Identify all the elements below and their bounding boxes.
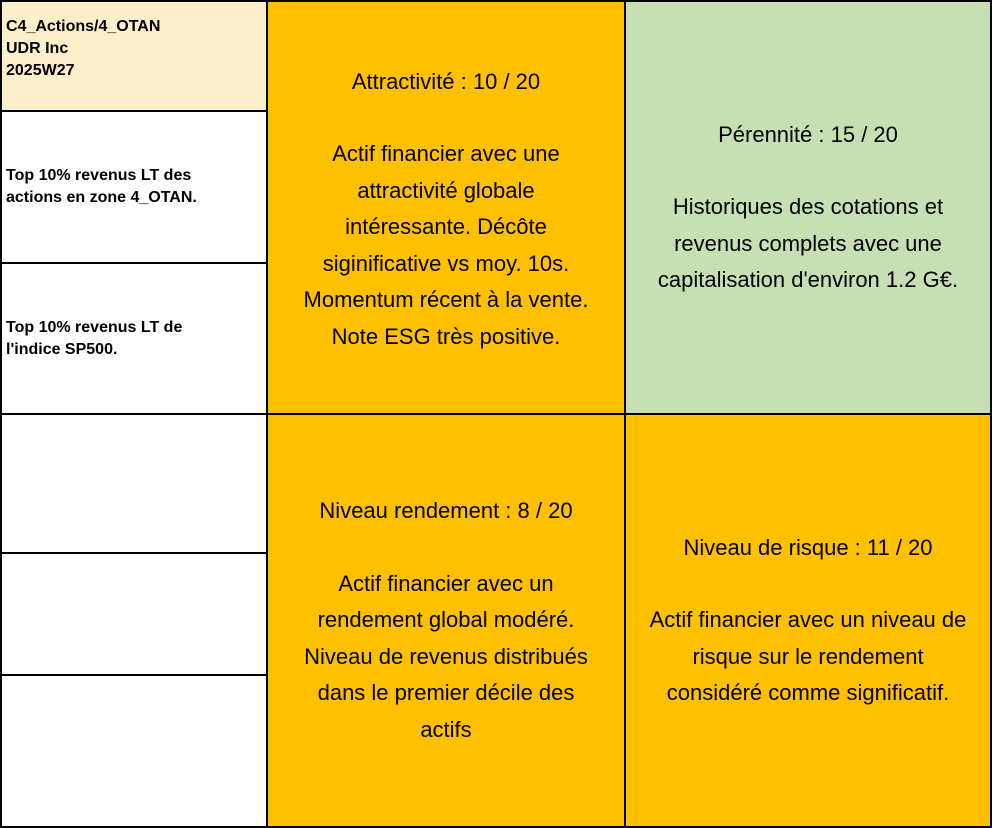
attractivite-description: Actif financier avec une attractivité globale intéressante. Décôte siginificative vs moy. 10s. Momentum récent à la vente. Note ESG très positive. [303,141,589,349]
perennite-cell [626,2,990,413]
risque-title: Niveau de risque : 11 / 20 [683,534,933,560]
header-category: C4_Actions/4_OTAN [6,18,161,35]
divider-left-2 [0,262,268,264]
risque-cell [626,415,990,826]
rendement-title: Niveau rendement : 8 / 20 [319,498,573,523]
header-text [6,16,160,82]
header-company: UDR Inc [6,40,69,57]
empty-cell-1 [2,415,266,552]
zone-ranking-cell [2,112,266,262]
divider-left-3 [0,552,268,554]
index-ranking-cell [2,264,266,413]
divider-left-4 [0,674,268,676]
rendement-cell [268,415,624,826]
attractivite-title: Attractivité : 10 / 20 [351,68,541,94]
border-top [0,0,992,2]
divider-left-1 [0,110,268,112]
attractivite-cell [268,2,624,413]
header-cell [2,2,266,110]
divider-row-middle [0,413,992,415]
empty-cell-3 [2,676,266,826]
perennite-title: Pérennité : 15 / 20 [718,121,898,147]
rendement-description: Actif financier avec un rendement global modéré. Niveau de revenus distribués dans le premier décile des actifs [304,570,588,742]
empty-cell-2 [2,554,266,674]
header-week: 2025W27 [6,62,75,79]
index-ranking-text: Top 10% revenus LT de l'indice SP500. [6,318,183,358]
risque-description: Actif financier avec un niveau de risque sur le rendement considéré comme significatif. [649,607,967,705]
perennite-description: Historiques des cotations et revenus complets avec une capitalisation d'environ 1.2 G€. [657,194,959,292]
zone-ranking-text: Top 10% revenus LT des actions en zone 4_OTAN. [6,167,197,206]
